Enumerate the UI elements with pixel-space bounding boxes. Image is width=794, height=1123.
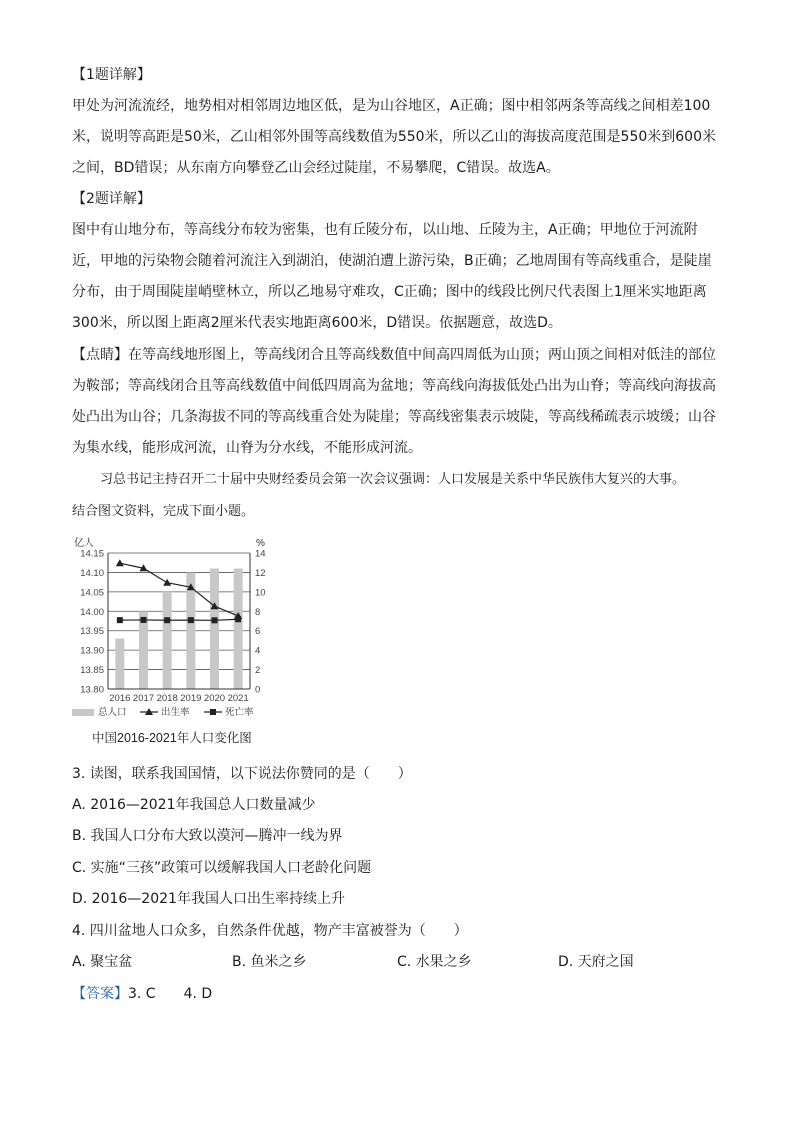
left-tick-label: 13.90 (80, 645, 104, 657)
answer-line (72, 983, 212, 1005)
right-axis-unit: % (256, 538, 265, 549)
question-3-option-b: B. 我国人口分布大致以漠河—腾冲一线为界 (72, 828, 343, 844)
right-tick-label: 14 (255, 548, 266, 560)
left-axis-unit: 亿人 (74, 538, 94, 549)
death-rate-point-2020 (212, 617, 218, 623)
right-tick-label: 4 (255, 645, 261, 657)
line-birth-rate (120, 563, 238, 616)
q2-explanation-header: 【2题详解】 (72, 191, 151, 207)
left-tick-label: 14.05 (80, 587, 104, 599)
q1-explanation-header: 【1题详解】 (72, 67, 151, 83)
x-tick-label: 2017 (132, 693, 155, 704)
birth-rate-point-2016 (116, 559, 124, 566)
material-intro-line2: 结合图文资料，完成下面小题。 (72, 504, 255, 519)
right-tick-label: 2 (255, 665, 261, 677)
question-3-option-c: C. 实施“三孩”政策可以缓解我国人口老龄化问题 (72, 860, 372, 876)
death-rate-point-2017 (141, 617, 147, 623)
death-rate-point-2018 (164, 617, 170, 623)
legend-label-birth-rate: 出生率 (161, 707, 190, 718)
legend-marker-death-rate (210, 709, 216, 715)
left-tick-label: 13.95 (80, 626, 104, 638)
left-tick-label: 14.15 (80, 548, 104, 560)
death-rate-point-2019 (188, 617, 194, 623)
question-4-option-d: D. 天府之国 (558, 954, 634, 970)
answer-tag: 【答案】 (72, 986, 128, 1002)
line-death-rate (120, 619, 238, 620)
x-tick-label: 2018 (156, 693, 178, 704)
population-chart (70, 536, 280, 752)
question-3-stem: 3. 读图，联系我国国情，以下说法你赞同的是（ ） (72, 766, 412, 782)
bar-total-population-2021 (234, 569, 243, 689)
bar-total-population-2020 (210, 569, 219, 689)
bar-total-population-2018 (163, 592, 172, 689)
left-tick-label: 14.00 (80, 606, 104, 618)
death-rate-point-2021 (235, 616, 241, 622)
right-tick-label: 12 (255, 567, 266, 579)
q2-explanation-text: 图中有山地分布，等高线分布较为密集，也有丘陵分布，以山地、丘陵为主，A正确；甲地位于河流附近，甲地的污染物会随着河流注入到湖泊，使湖泊遭上游污染，B正确；乙地周围有等高线重合，是陡崖分布，由于周围陡崖峭壁林立，所以乙地易守难攻，C正确；图中的线段比例尺代表图上1厘米实地距离300米，所以图上距离2厘米代表实地距离600米，D错误。依据题意，故选D。 (72, 222, 712, 331)
right-tick-label: 8 (255, 606, 261, 618)
bar-total-population-2016 (115, 638, 124, 689)
left-tick-label: 13.85 (80, 665, 104, 677)
birth-rate-point-2018 (163, 579, 171, 586)
question-3-option-a: A. 2016—2021年我国总人口数量减少 (72, 797, 316, 813)
right-tick-label: 10 (255, 587, 266, 599)
question-3-option-d: D. 2016—2021年我国人口出生率持续上升 (72, 891, 345, 907)
q1-explanation-text: 甲处为河流流经，地势相对相邻周边地区低，是为山谷地区，A正确；图中相邻两条等高线之间相差100米，说明等高距是50米，乙山相邻外围等高线数值为550米，所以乙山的海拔高度范围是550米到600米之间，BD错误；从东南方向攀登乙山会经过陡崖，不易攀爬，C错误。故选A。 (72, 98, 716, 176)
right-tick-label: 6 (255, 626, 261, 638)
left-tick-label: 13.80 (80, 684, 104, 696)
tips-paragraph: 【点睛】在等高线地形图上，等高线闭合且等高线数值中间高四周低为山顶；两山顶之间相对低洼的部位为鞍部；等高线闭合且等高线数值中间低四周高为盆地；等高线向海拔低处凸出为山脊；等高线向海拔高处凸出为山谷；几条海拔不同的等高线重合处为陡崖；等高线密集表示坡陡，等高线稀疏表示坡缓；山谷为集水线，能形成河流，山脊为分水线，不能形成河流。 (72, 347, 716, 456)
x-tick-label: 2016 (109, 693, 131, 704)
right-tick-label: 0 (255, 684, 261, 696)
death-rate-point-2016 (117, 617, 123, 623)
question-4-option-a: A. 聚宝盆 (72, 954, 133, 970)
bar-total-population-2017 (139, 611, 148, 689)
question-4-option-c: C. 水果之乡 (397, 954, 472, 970)
question-4-stem: 4. 四川盆地人口众多，自然条件优越，物产丰富被誉为（ ） (72, 923, 468, 939)
chart-title: 中国2016-2021年人口变化图 (92, 731, 252, 745)
population-chart-svg (70, 536, 280, 752)
question-4-option-b: B. 鱼米之乡 (232, 954, 307, 970)
material-intro-line1: 习总书记主持召开二十届中央财经委员会第一次会议强调：人口发展是关系中华民族伟大复兴的大事。 (100, 472, 686, 487)
legend-label-death-rate: 死亡率 (225, 707, 254, 718)
left-tick-label: 14.10 (80, 567, 104, 579)
x-tick-label: 2019 (180, 693, 202, 704)
legend-swatch-total-population (72, 709, 94, 716)
answer-text: 3. C 4. D (128, 986, 213, 1002)
legend-label-total-population: 总人口 (98, 707, 127, 718)
x-tick-label: 2021 (227, 693, 249, 704)
x-tick-label: 2020 (203, 693, 226, 704)
